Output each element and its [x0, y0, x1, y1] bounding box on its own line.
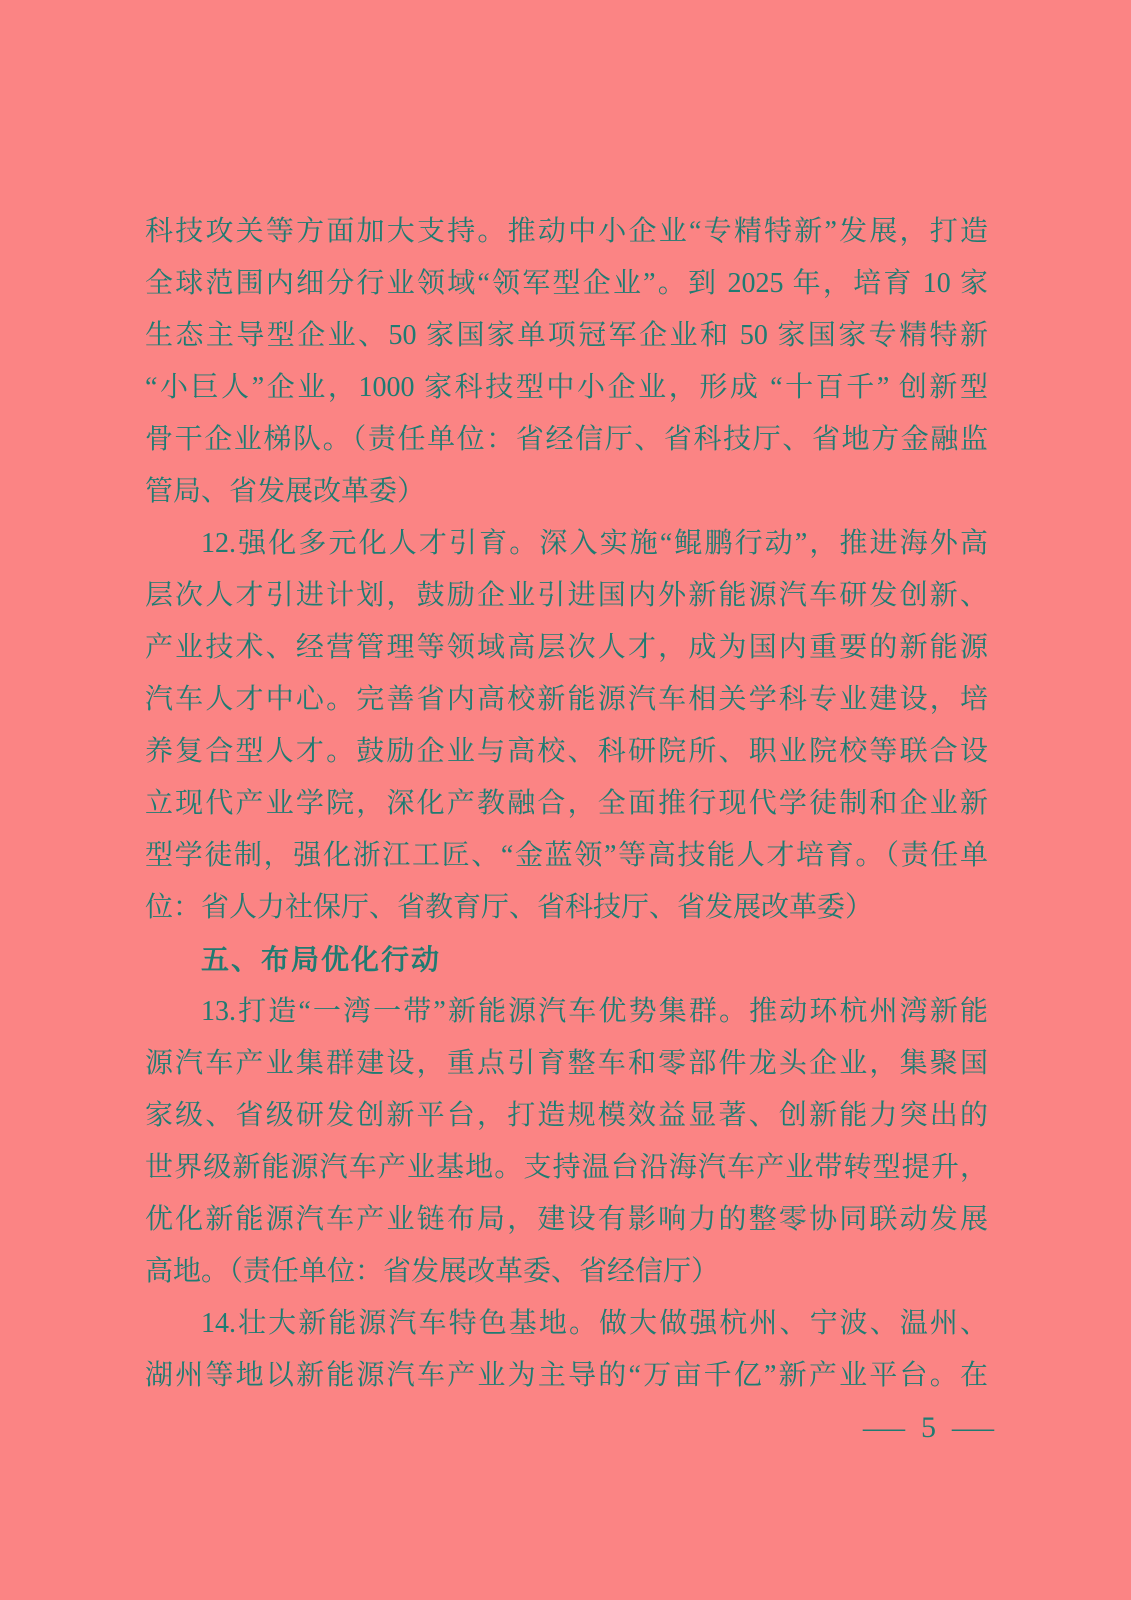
page-number: 5	[921, 1411, 936, 1444]
text-line: 型学徒制，强化浙江工匠、“金蓝领”等高技能人才培育。（责任单	[145, 840, 988, 871]
document-body	[145, 206, 988, 1402]
paragraph	[145, 518, 988, 934]
text-line: 全球范围内细分行业领域“领军型企业”。到 2025 年，培育 10 家	[145, 268, 988, 299]
paragraph	[145, 1298, 988, 1402]
text-line: 立现代产业学院，深化产教融合，全面推行现代学徒制和企业新	[145, 788, 988, 819]
paragraph	[145, 206, 988, 518]
text-line: 汽车人才中心。完善省内高校新能源汽车相关学科专业建设，培	[145, 684, 988, 715]
text-line: 产业技术、经营管理等领域高层次人才，成为国内重要的新能源	[145, 632, 988, 663]
text-line: 家级、省级研发创新平台，打造规模效益显著、创新能力突出的	[145, 1100, 988, 1131]
text-line: 骨干企业梯队。（责任单位：省经信厅、省科技厅、省地方金融监	[145, 424, 988, 455]
text-line: 管局、省发展改革委）	[145, 476, 426, 507]
text-line: 14.壮大新能源汽车特色基地。做大做强杭州、宁波、温州、	[201, 1308, 988, 1339]
text-line: 位：省人力社保厅、省教育厅、省科技厅、省发展改革委）	[145, 892, 874, 923]
text-line: 养复合型人才。鼓励企业与高校、科研院所、职业院校等联合设	[145, 736, 988, 767]
text-line: 科技攻关等方面加大支持。推动中小企业“专精特新”发展，打造	[145, 216, 988, 247]
text-line: 生态主导型企业、50 家国家单项冠军企业和 50 家国家专精特新	[145, 320, 988, 351]
paragraph	[145, 986, 988, 1298]
page-footer	[863, 1411, 994, 1445]
text-line: 高地。（责任单位：省发展改革委、省经信厅）	[145, 1256, 720, 1287]
text-line: 世界级新能源汽车产业基地。支持温台沿海汽车产业带转型提升，	[145, 1152, 988, 1183]
text-line: 13.打造“一湾一带”新能源汽车优势集群。推动环杭州湾新能	[201, 996, 988, 1027]
footer-dash-right: —	[952, 1411, 994, 1444]
text-line: 12.强化多元化人才引育。深入实施“鲲鹏行动”，推进海外高	[201, 528, 988, 559]
heading-line: 五、布局优化行动	[201, 944, 442, 975]
text-line: “小巨人”企业，1000 家科技型中小企业，形成 “十百千” 创新型	[145, 372, 988, 403]
footer-dash-left: —	[863, 1411, 905, 1444]
section-heading	[145, 934, 988, 986]
text-line: 优化新能源汽车产业链布局，建设有影响力的整零协同联动发展	[145, 1204, 988, 1235]
text-line: 层次人才引进计划，鼓励企业引进国内外新能源汽车研发创新、	[145, 580, 988, 611]
text-line: 湖州等地以新能源汽车产业为主导的“万亩千亿”新产业平台。在	[145, 1360, 988, 1391]
text-line: 源汽车产业集群建设，重点引育整车和零部件龙头企业，集聚国	[145, 1048, 988, 1079]
